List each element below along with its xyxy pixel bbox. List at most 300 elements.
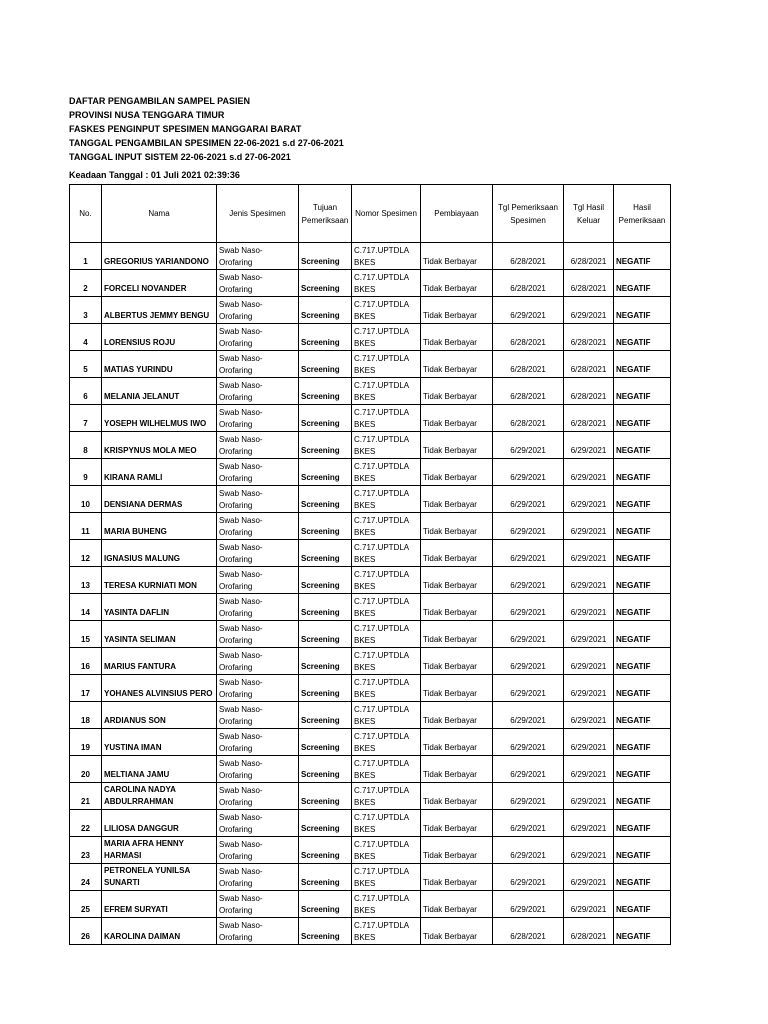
patient-name-line-2: ABDULRRAHMAN — [104, 797, 174, 806]
exam-date: 6/28/2021 — [493, 351, 564, 378]
result-date: 6/29/2021 — [564, 783, 614, 810]
result-date: 6/28/2021 — [564, 324, 614, 351]
examination-purpose: Screening — [299, 594, 352, 621]
specimen-type — [217, 459, 299, 486]
col-pembiayaan-header: Pembiayaan — [421, 185, 493, 243]
specimen-type-line-1: Swab Naso- — [219, 813, 263, 822]
specimen-number-line-1: C.717.UPTDLA — [354, 705, 410, 714]
patient-name: MELANIA JELANUT — [102, 378, 217, 405]
specimen-type — [217, 378, 299, 405]
specimen-type-line-2: Orofaring — [219, 717, 253, 726]
specimen-type-line-1: Swab Naso- — [219, 354, 263, 363]
result-date: 6/29/2021 — [564, 729, 614, 756]
specimen-type — [217, 270, 299, 297]
payment-type: Tidak Berbayar — [421, 297, 493, 324]
row-number: 25 — [70, 891, 102, 918]
row-number: 6 — [70, 378, 102, 405]
patient-name: KRISPYNUS MOLA MEO — [102, 432, 217, 459]
specimen-number — [352, 459, 421, 486]
row-number: 22 — [70, 810, 102, 837]
specimen-number-line-1: C.717.UPTDLA — [354, 840, 410, 849]
patient-name: ALBERTUS JEMMY BENGU — [102, 297, 217, 324]
payment-type: Tidak Berbayar — [421, 324, 493, 351]
payment-type: Tidak Berbayar — [421, 837, 493, 864]
specimen-type-line-2: Orofaring — [219, 474, 253, 483]
exam-result: NEGATIF — [614, 540, 671, 567]
specimen-type-line-1: Swab Naso- — [219, 759, 263, 768]
specimen-type-line-1: Swab Naso- — [219, 435, 263, 444]
specimen-type-line-1: Swab Naso- — [219, 840, 263, 849]
specimen-number-line-2: BKES — [354, 852, 376, 861]
examination-purpose: Screening — [299, 756, 352, 783]
specimen-type-line-2: Orofaring — [219, 555, 253, 564]
specimen-type-line-2: Orofaring — [219, 663, 253, 672]
specimen-number — [352, 540, 421, 567]
payment-type: Tidak Berbayar — [421, 864, 493, 891]
exam-result: NEGATIF — [614, 837, 671, 864]
specimen-type-line-1: Swab Naso- — [219, 408, 263, 417]
examination-purpose: Screening — [299, 810, 352, 837]
payment-type: Tidak Berbayar — [421, 648, 493, 675]
patient-name: MELTIANA JAMU — [102, 756, 217, 783]
specimen-type-line-1: Swab Naso- — [219, 300, 263, 309]
specimen-type-line-2: Orofaring — [219, 285, 253, 294]
result-date: 6/28/2021 — [564, 351, 614, 378]
row-number: 18 — [70, 702, 102, 729]
specimen-type-line-1: Swab Naso- — [219, 597, 263, 606]
examination-purpose: Screening — [299, 351, 352, 378]
specimen-type-line-1: Swab Naso- — [219, 570, 263, 579]
specimen-type-line-2: Orofaring — [219, 312, 253, 321]
patient-name: YOSEPH WILHELMUS IWO — [102, 405, 217, 432]
exam-result: NEGATIF — [614, 297, 671, 324]
specimen-number-line-1: C.717.UPTDLA — [354, 894, 410, 903]
specimen-type-line-1: Swab Naso- — [219, 489, 263, 498]
specimen-type-line-1: Swab Naso- — [219, 273, 263, 282]
specimen-number — [352, 594, 421, 621]
specimen-number-line-2: BKES — [354, 663, 376, 672]
specimen-number-line-2: BKES — [354, 474, 376, 483]
specimen-number — [352, 297, 421, 324]
result-date: 6/28/2021 — [564, 378, 614, 405]
specimen-number-line-2: BKES — [354, 717, 376, 726]
specimen-number-line-1: C.717.UPTDLA — [354, 732, 410, 741]
specimen-type-line-2: Orofaring — [219, 798, 253, 807]
exam-result: NEGATIF — [614, 432, 671, 459]
header-line-3: FASKES PENGINPUT SPESIMEN MANGGARAI BARAT — [69, 124, 302, 134]
col-nama-header: Nama — [102, 185, 217, 243]
row-number: 19 — [70, 729, 102, 756]
examination-purpose: Screening — [299, 891, 352, 918]
sample-table — [69, 184, 671, 945]
row-number: 11 — [70, 513, 102, 540]
patient-name: KAROLINA DAIMAN — [102, 918, 217, 945]
specimen-number-line-1: C.717.UPTDLA — [354, 813, 410, 822]
specimen-type-line-1: Swab Naso- — [219, 246, 263, 255]
patient-name: MARIA BUHENG — [102, 513, 217, 540]
exam-result: NEGATIF — [614, 891, 671, 918]
specimen-type — [217, 675, 299, 702]
specimen-type — [217, 810, 299, 837]
exam-result: NEGATIF — [614, 513, 671, 540]
row-number: 14 — [70, 594, 102, 621]
col-hasil-header: Hasil Pemeriksaan — [614, 185, 671, 243]
specimen-type-line-1: Swab Naso- — [219, 705, 263, 714]
exam-result: NEGATIF — [614, 864, 671, 891]
specimen-type-line-2: Orofaring — [219, 582, 253, 591]
specimen-number — [352, 486, 421, 513]
payment-type: Tidak Berbayar — [421, 459, 493, 486]
result-date: 6/29/2021 — [564, 675, 614, 702]
exam-result: NEGATIF — [614, 783, 671, 810]
specimen-type-line-2: Orofaring — [219, 528, 253, 537]
specimen-number-line-1: C.717.UPTDLA — [354, 462, 410, 471]
result-date: 6/28/2021 — [564, 405, 614, 432]
specimen-number-line-1: C.717.UPTDLA — [354, 651, 410, 660]
specimen-type-line-2: Orofaring — [219, 420, 253, 429]
row-number: 26 — [70, 918, 102, 945]
specimen-number — [352, 702, 421, 729]
patient-name — [102, 837, 217, 864]
exam-date: 6/29/2021 — [493, 756, 564, 783]
examination-purpose: Screening — [299, 918, 352, 945]
exam-date: 6/29/2021 — [493, 837, 564, 864]
specimen-type — [217, 729, 299, 756]
examination-purpose: Screening — [299, 675, 352, 702]
exam-date: 6/29/2021 — [493, 540, 564, 567]
payment-type: Tidak Berbayar — [421, 783, 493, 810]
exam-date: 6/28/2021 — [493, 270, 564, 297]
specimen-type-line-2: Orofaring — [219, 366, 253, 375]
patient-name: YASINTA SELIMAN — [102, 621, 217, 648]
specimen-number-line-2: BKES — [354, 825, 376, 834]
specimen-number — [352, 675, 421, 702]
examination-purpose: Screening — [299, 486, 352, 513]
result-date: 6/28/2021 — [564, 270, 614, 297]
patient-name: YASINTA DAFLIN — [102, 594, 217, 621]
table-row — [70, 297, 671, 324]
exam-result: NEGATIF — [614, 594, 671, 621]
patient-name: MATIAS YURINDU — [102, 351, 217, 378]
examination-purpose: Screening — [299, 648, 352, 675]
row-number: 12 — [70, 540, 102, 567]
table-row — [70, 459, 671, 486]
payment-type: Tidak Berbayar — [421, 567, 493, 594]
specimen-type-line-1: Swab Naso- — [219, 651, 263, 660]
examination-purpose: Screening — [299, 783, 352, 810]
row-number: 16 — [70, 648, 102, 675]
exam-result: NEGATIF — [614, 918, 671, 945]
examination-purpose: Screening — [299, 297, 352, 324]
examination-purpose: Screening — [299, 567, 352, 594]
payment-type: Tidak Berbayar — [421, 810, 493, 837]
examination-purpose: Screening — [299, 621, 352, 648]
result-date: 6/29/2021 — [564, 891, 614, 918]
examination-purpose: Screening — [299, 459, 352, 486]
specimen-number-line-1: C.717.UPTDLA — [354, 354, 410, 363]
specimen-type-line-1: Swab Naso- — [219, 867, 263, 876]
table-row — [70, 675, 671, 702]
specimen-type — [217, 891, 299, 918]
examination-purpose: Screening — [299, 864, 352, 891]
specimen-type-line-2: Orofaring — [219, 933, 253, 942]
specimen-type-line-2: Orofaring — [219, 609, 253, 618]
exam-date: 6/29/2021 — [493, 675, 564, 702]
specimen-type-line-2: Orofaring — [219, 501, 253, 510]
exam-date: 6/28/2021 — [493, 378, 564, 405]
table-row — [70, 567, 671, 594]
specimen-number — [352, 864, 421, 891]
specimen-number-line-2: BKES — [354, 285, 376, 294]
specimen-number-line-2: BKES — [354, 582, 376, 591]
col-nomor-header: Nomor Spesimen — [352, 185, 421, 243]
payment-type: Tidak Berbayar — [421, 594, 493, 621]
specimen-type — [217, 351, 299, 378]
table-header-row — [70, 185, 671, 243]
result-date: 6/29/2021 — [564, 837, 614, 864]
table-row — [70, 837, 671, 864]
exam-result: NEGATIF — [614, 459, 671, 486]
examination-purpose: Screening — [299, 729, 352, 756]
specimen-number — [352, 378, 421, 405]
specimen-number-line-2: BKES — [354, 447, 376, 456]
specimen-number — [352, 783, 421, 810]
specimen-number — [352, 756, 421, 783]
exam-date: 6/29/2021 — [493, 486, 564, 513]
specimen-number-line-1: C.717.UPTDLA — [354, 300, 410, 309]
result-date: 6/29/2021 — [564, 432, 614, 459]
table-row — [70, 243, 671, 270]
specimen-number — [352, 837, 421, 864]
examination-purpose: Screening — [299, 702, 352, 729]
specimen-type — [217, 297, 299, 324]
row-number: 24 — [70, 864, 102, 891]
specimen-number-line-2: BKES — [354, 312, 376, 321]
specimen-type-line-1: Swab Naso- — [219, 678, 263, 687]
specimen-type — [217, 324, 299, 351]
specimen-type-line-1: Swab Naso- — [219, 381, 263, 390]
table-row — [70, 270, 671, 297]
patient-name-line-1: CAROLINA NADYA — [104, 785, 176, 794]
specimen-type-line-1: Swab Naso- — [219, 786, 263, 795]
specimen-number-line-1: C.717.UPTDLA — [354, 597, 410, 606]
exam-date: 6/29/2021 — [493, 648, 564, 675]
patient-name: YOHANES ALVINSIUS PERO — [102, 675, 217, 702]
exam-date: 6/29/2021 — [493, 783, 564, 810]
result-date: 6/29/2021 — [564, 648, 614, 675]
row-number: 21 — [70, 783, 102, 810]
header-line-5: TANGGAL INPUT SISTEM 22-06-2021 s.d 27-06-2021 — [69, 152, 291, 162]
exam-date: 6/29/2021 — [493, 621, 564, 648]
row-number: 17 — [70, 675, 102, 702]
specimen-number-line-2: BKES — [354, 636, 376, 645]
specimen-number-line-1: C.717.UPTDLA — [354, 435, 410, 444]
patient-name-line-1: PETRONELA YUNILSA — [104, 866, 191, 875]
exam-date: 6/29/2021 — [493, 891, 564, 918]
exam-result: NEGATIF — [614, 405, 671, 432]
specimen-number — [352, 513, 421, 540]
specimen-number — [352, 270, 421, 297]
exam-date: 6/29/2021 — [493, 729, 564, 756]
exam-result: NEGATIF — [614, 486, 671, 513]
specimen-number-line-1: C.717.UPTDLA — [354, 543, 410, 552]
examination-purpose: Screening — [299, 378, 352, 405]
exam-result: NEGATIF — [614, 702, 671, 729]
specimen-type-line-2: Orofaring — [219, 852, 253, 861]
table-row — [70, 432, 671, 459]
payment-type: Tidak Berbayar — [421, 432, 493, 459]
patient-name: KIRANA RAMLI — [102, 459, 217, 486]
specimen-number-line-2: BKES — [354, 258, 376, 267]
examination-purpose: Screening — [299, 243, 352, 270]
specimen-type — [217, 594, 299, 621]
payment-type: Tidak Berbayar — [421, 675, 493, 702]
col-jenis-header: Jenis Spesimen — [217, 185, 299, 243]
specimen-type — [217, 540, 299, 567]
specimen-type — [217, 837, 299, 864]
exam-date: 6/29/2021 — [493, 567, 564, 594]
specimen-number-line-1: C.717.UPTDLA — [354, 246, 410, 255]
patient-name: DENSIANA DERMAS — [102, 486, 217, 513]
result-date: 6/29/2021 — [564, 594, 614, 621]
result-date: 6/28/2021 — [564, 918, 614, 945]
specimen-type-line-1: Swab Naso- — [219, 624, 263, 633]
specimen-type-line-2: Orofaring — [219, 636, 253, 645]
specimen-type-line-2: Orofaring — [219, 744, 253, 753]
specimen-number-line-2: BKES — [354, 744, 376, 753]
row-number: 5 — [70, 351, 102, 378]
table-row — [70, 783, 671, 810]
specimen-number — [352, 891, 421, 918]
exam-date: 6/29/2021 — [493, 702, 564, 729]
table-row — [70, 324, 671, 351]
exam-result: NEGATIF — [614, 648, 671, 675]
specimen-type — [217, 432, 299, 459]
specimen-number — [352, 918, 421, 945]
patient-name: EFREM SURYATI — [102, 891, 217, 918]
specimen-type — [217, 918, 299, 945]
specimen-number-line-1: C.717.UPTDLA — [354, 624, 410, 633]
specimen-number-line-1: C.717.UPTDLA — [354, 489, 410, 498]
specimen-number-line-1: C.717.UPTDLA — [354, 570, 410, 579]
payment-type: Tidak Berbayar — [421, 378, 493, 405]
patient-name — [102, 864, 217, 891]
table-row — [70, 513, 671, 540]
result-date: 6/29/2021 — [564, 621, 614, 648]
exam-date: 6/29/2021 — [493, 864, 564, 891]
col-tgl-hasil-header: Tgl Hasil Keluar — [564, 185, 614, 243]
patient-name-line-1: MARIA AFRA HENNY — [104, 839, 184, 848]
specimen-number — [352, 405, 421, 432]
exam-result: NEGATIF — [614, 351, 671, 378]
result-date: 6/29/2021 — [564, 810, 614, 837]
payment-type: Tidak Berbayar — [421, 486, 493, 513]
row-number: 15 — [70, 621, 102, 648]
exam-date: 6/28/2021 — [493, 405, 564, 432]
table-row — [70, 594, 671, 621]
specimen-number-line-1: C.717.UPTDLA — [354, 921, 410, 930]
exam-result: NEGATIF — [614, 621, 671, 648]
specimen-type — [217, 756, 299, 783]
patient-name: IGNASIUS MALUNG — [102, 540, 217, 567]
table-row — [70, 756, 671, 783]
result-date: 6/29/2021 — [564, 297, 614, 324]
header-line-4: TANGGAL PENGAMBILAN SPESIMEN 22-06-2021 s.d 27-06-2021 — [69, 138, 344, 148]
examination-purpose: Screening — [299, 270, 352, 297]
result-date: 6/29/2021 — [564, 486, 614, 513]
table-row — [70, 621, 671, 648]
specimen-type — [217, 648, 299, 675]
exam-date: 6/29/2021 — [493, 459, 564, 486]
table-row — [70, 378, 671, 405]
payment-type: Tidak Berbayar — [421, 513, 493, 540]
exam-date: 6/28/2021 — [493, 324, 564, 351]
patient-name — [102, 783, 217, 810]
specimen-number-line-2: BKES — [354, 528, 376, 537]
specimen-number-line-1: C.717.UPTDLA — [354, 327, 410, 336]
payment-type: Tidak Berbayar — [421, 729, 493, 756]
payment-type: Tidak Berbayar — [421, 405, 493, 432]
specimen-number-line-2: BKES — [354, 555, 376, 564]
row-number: 3 — [70, 297, 102, 324]
specimen-type-line-1: Swab Naso- — [219, 732, 263, 741]
specimen-type-line-2: Orofaring — [219, 771, 253, 780]
result-date: 6/28/2021 — [564, 243, 614, 270]
header-line-1: DAFTAR PENGAMBILAN SAMPEL PASIEN — [69, 96, 251, 106]
exam-date: 6/29/2021 — [493, 297, 564, 324]
specimen-number-line-2: BKES — [354, 420, 376, 429]
specimen-type-line-2: Orofaring — [219, 339, 253, 348]
specimen-type — [217, 621, 299, 648]
row-number: 1 — [70, 243, 102, 270]
row-number: 10 — [70, 486, 102, 513]
specimen-number-line-2: BKES — [354, 501, 376, 510]
exam-date: 6/28/2021 — [493, 918, 564, 945]
specimen-type-line-1: Swab Naso- — [219, 462, 263, 471]
payment-type: Tidak Berbayar — [421, 891, 493, 918]
exam-date: 6/29/2021 — [493, 432, 564, 459]
row-number: 7 — [70, 405, 102, 432]
specimen-number — [352, 324, 421, 351]
table-row — [70, 864, 671, 891]
specimen-type — [217, 702, 299, 729]
specimen-number-line-1: C.717.UPTDLA — [354, 759, 410, 768]
patient-name: YUSTINA IMAN — [102, 729, 217, 756]
specimen-number-line-1: C.717.UPTDLA — [354, 786, 410, 795]
row-number: 8 — [70, 432, 102, 459]
table-row — [70, 729, 671, 756]
table-row — [70, 702, 671, 729]
specimen-number-line-1: C.717.UPTDLA — [354, 867, 410, 876]
table-row — [70, 540, 671, 567]
patient-name: LORENSIUS ROJU — [102, 324, 217, 351]
header-line-2: PROVINSI NUSA TENGGARA TIMUR — [69, 110, 225, 120]
specimen-number-line-1: C.717.UPTDLA — [354, 381, 410, 390]
exam-result: NEGATIF — [614, 378, 671, 405]
result-date: 6/29/2021 — [564, 540, 614, 567]
specimen-number-line-2: BKES — [354, 609, 376, 618]
patient-name: LILIOSA DANGGUR — [102, 810, 217, 837]
specimen-number — [352, 567, 421, 594]
result-date: 6/29/2021 — [564, 513, 614, 540]
specimen-type-line-1: Swab Naso- — [219, 543, 263, 552]
table-row — [70, 918, 671, 945]
payment-type: Tidak Berbayar — [421, 243, 493, 270]
specimen-type — [217, 405, 299, 432]
payment-type: Tidak Berbayar — [421, 540, 493, 567]
specimen-type — [217, 864, 299, 891]
specimen-type — [217, 513, 299, 540]
